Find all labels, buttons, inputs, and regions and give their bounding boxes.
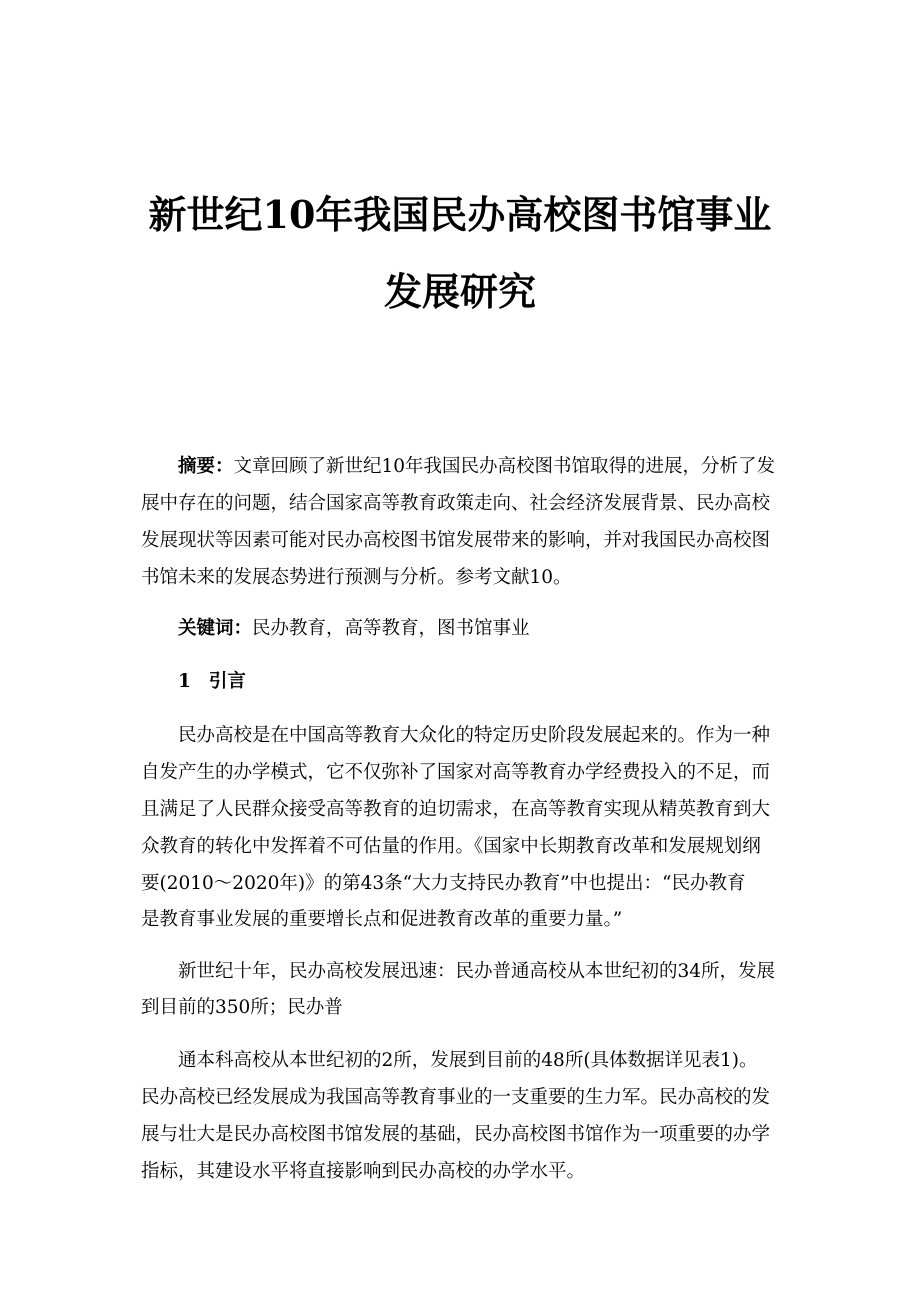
abstract-line xyxy=(178,448,781,485)
paragraph-line: 通本科高校从本世纪初的2所，发展到目前的48所(具体数据详见表1)。 xyxy=(178,1050,758,1071)
keywords xyxy=(178,610,781,647)
paragraph-line: 新世纪十年，民办高校发展迅速：民办普通高校从本世纪初的34所，发展 xyxy=(178,961,776,982)
abstract-text: 文章回顾了新世纪10年我国民办高校图书馆取得的进展，分析了发 xyxy=(233,456,776,477)
keywords-label: 关键词： xyxy=(178,618,253,639)
paragraph-line: 众教育的转化中发挥着不可估量的作用。《国家中长期教育改革和发展规划纲 xyxy=(141,836,761,857)
abstract-line: 发展现状等因素可能对民办高校图书馆发展带来的影响，并对我国民办高校图 xyxy=(141,530,771,551)
paragraph-line: 民办高校已经发展成为我国高等教育事业的一支重要的生力军。民办高校的发 xyxy=(141,1087,771,1108)
abstract-label: 摘要： xyxy=(178,456,234,477)
paragraph-line: 要(2010～2020年)》的第43条“大力支持民办教育”中也提出：“民办教育 xyxy=(141,873,746,894)
section-title: 引言 xyxy=(208,671,246,692)
paragraph-line: 到目前的350所；民办普 xyxy=(141,997,343,1018)
section-number: 1 xyxy=(178,671,191,692)
document-title-line-2: 发展研究 xyxy=(383,269,536,314)
section-heading xyxy=(178,663,781,700)
paragraph-line: 指标，其建设水平将直接影响到民办高校的办学水平。 xyxy=(141,1161,586,1182)
document-title-line-1: 新世纪10年我国民办高校图书馆事业 xyxy=(148,192,772,237)
paragraph-line: 展与壮大是民办高校图书馆发展的基础，民办高校图书馆作为一项重要的办学 xyxy=(141,1124,771,1145)
abstract-line: 书馆未来的发展态势进行预测与分析。参考文献10。 xyxy=(141,567,572,588)
paragraph-line: 是教育事业发展的重要增长点和促进教育改革的重要力量。” xyxy=(141,909,623,930)
paragraph-line: 且满足了人民群众接受高等教育的迫切需求，在高等教育实现从精英教育到大 xyxy=(141,799,771,820)
abstract-line: 展中存在的问题，结合国家高等教育政策走向、社会经济发展背景、民办高校 xyxy=(141,493,771,514)
keywords-text: 民办教育，高等教育，图书馆事业 xyxy=(252,618,530,639)
paragraph-line: 民办高校是在中国高等教育大众化的特定历史阶段发展起来的。作为一种 xyxy=(178,725,771,746)
paragraph-line: 自发产生的办学模式，它不仅弥补了国家对高等教育办学经费投入的不足，而 xyxy=(141,762,771,783)
